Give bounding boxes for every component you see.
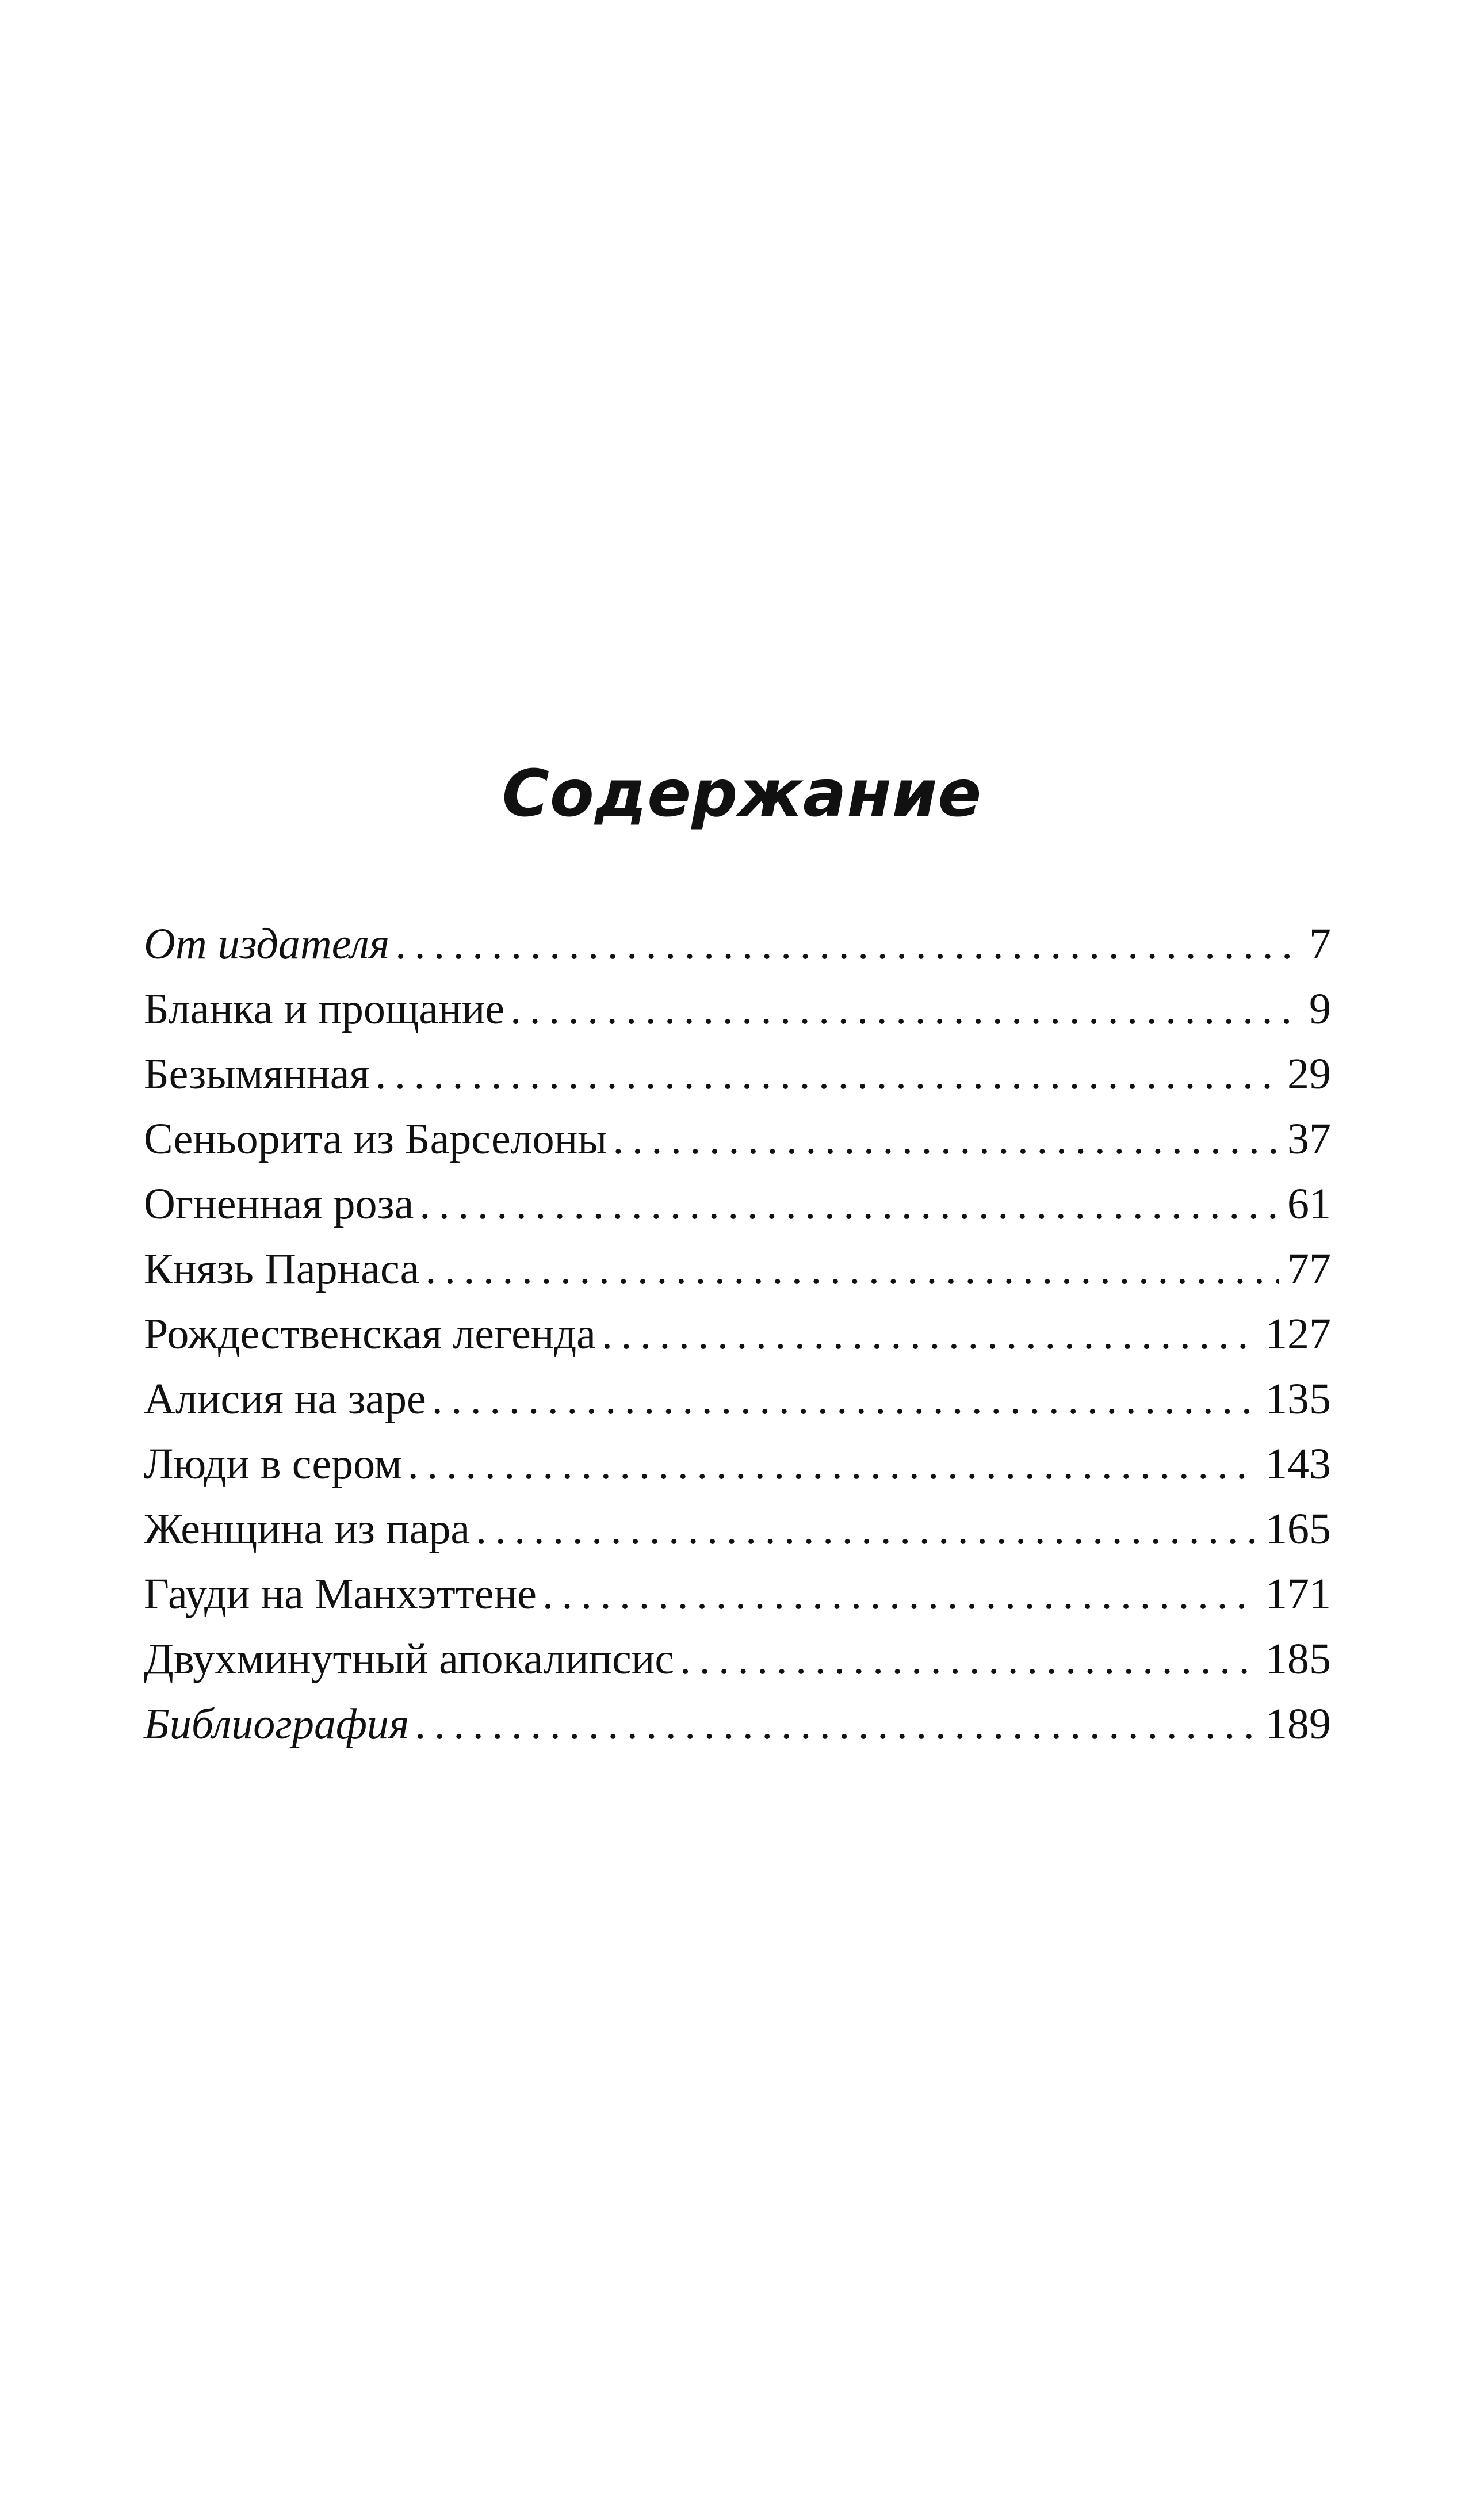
dot-leader [419,1172,1279,1237]
toc-entry-title: Рождественская легенда [144,1310,596,1358]
toc-entry[interactable] [144,1107,1331,1172]
toc-entry[interactable] [144,1627,1331,1692]
toc-entry-page-number: 29 [1287,1050,1331,1098]
toc-entry-title: Князь Парнаса [144,1245,420,1293]
dot-leader [408,1432,1257,1497]
page-title: Содержание [502,756,982,832]
toc-entry-title: Огненная роза [144,1180,414,1228]
toc-entry[interactable] [144,977,1331,1042]
toc-entry-page-number: 135 [1265,1375,1331,1423]
dot-leader [432,1367,1257,1432]
toc-entry-title: Двухминутный апокалипсис [144,1635,675,1683]
toc-entry[interactable] [144,1432,1331,1497]
toc-entry-page-number: 165 [1265,1505,1331,1553]
toc-entry-title: От издателя [144,920,390,968]
dot-leader [602,1302,1257,1367]
dot-leader [476,1497,1257,1562]
toc-entry-page-number: 61 [1287,1180,1331,1228]
toc-entry[interactable] [144,1042,1331,1107]
table-of-contents [144,912,1331,1757]
dot-leader [542,1562,1257,1627]
toc-entry[interactable] [144,1692,1331,1757]
toc-entry[interactable] [144,1237,1331,1302]
toc-entry[interactable] [144,1302,1331,1367]
dot-leader [375,1042,1279,1107]
dot-leader [613,1107,1279,1172]
toc-entry-page-number: 9 [1309,985,1331,1033]
dot-leader [415,1692,1257,1757]
toc-entry-page-number: 7 [1309,920,1331,968]
toc-entry-page-number: 37 [1287,1115,1331,1163]
toc-entry-page-number: 189 [1265,1700,1331,1748]
toc-entry-page-number: 127 [1265,1310,1331,1358]
toc-entry-page-number: 171 [1265,1570,1331,1618]
toc-entry-title: Гауди на Манхэттене [144,1570,537,1618]
toc-entry-page-number: 143 [1265,1440,1331,1488]
dot-leader [425,1237,1279,1302]
toc-entry[interactable] [144,912,1331,977]
dot-leader [395,912,1301,977]
toc-entry[interactable] [144,1497,1331,1562]
toc-entry[interactable] [144,1562,1331,1627]
toc-entry-title: Сеньорита из Барселоны [144,1115,607,1163]
toc-entry-title: Бланка и прощание [144,985,505,1033]
toc-entry-page-number: 77 [1287,1245,1331,1293]
dot-leader [510,977,1301,1042]
toc-entry-title: Безымянная [144,1050,370,1098]
toc-entry[interactable] [144,1172,1331,1237]
dot-leader [680,1627,1257,1692]
toc-entry-title: Библиография [144,1700,410,1748]
toc-entry-page-number: 185 [1265,1635,1331,1683]
toc-entry-title: Алисия на заре [144,1375,426,1423]
toc-entry-title: Женщина из пара [144,1505,471,1553]
toc-entry[interactable] [144,1367,1331,1432]
toc-entry-title: Люди в сером [144,1440,402,1488]
